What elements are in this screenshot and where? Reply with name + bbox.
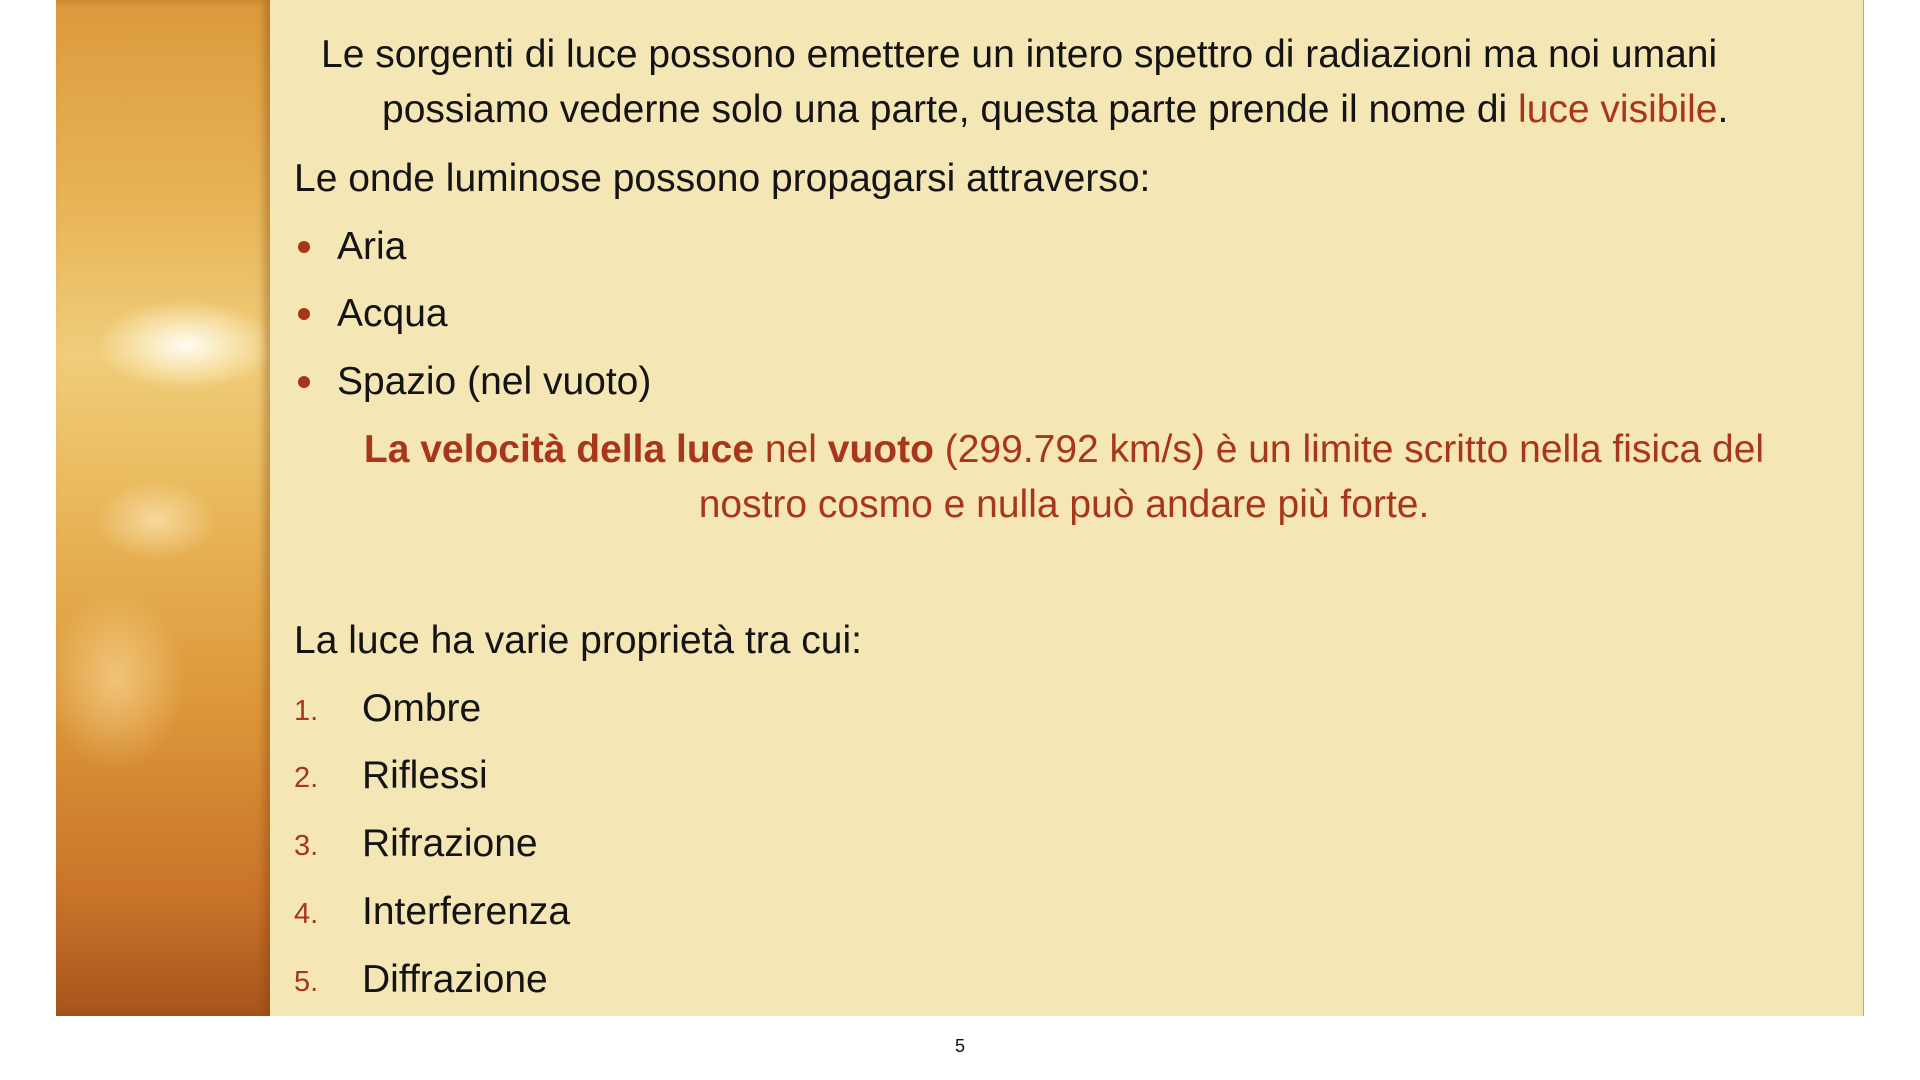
list-number: 3. (294, 830, 319, 862)
bullet-icon (298, 376, 310, 388)
property-item: Ombre (362, 687, 482, 730)
intro-line-2 (382, 82, 1728, 137)
property-item: Riflessi (362, 754, 488, 797)
media-item: Aria (337, 225, 407, 268)
properties-heading: La luce ha varie proprietà tra cui: (294, 619, 862, 662)
list-number: 5. (294, 966, 319, 998)
property-item: Rifrazione (362, 822, 538, 865)
intro-line-1: Le sorgenti di luce possono emettere un intero spettro di radiazioni ma noi umani (321, 33, 1718, 76)
light-bulb-image (56, 0, 270, 1016)
intro-line-2-text: possiamo vederne solo una parte, questa parte prende il nome di (382, 88, 1519, 131)
speed-bold-2: vuoto (827, 428, 934, 471)
list-number: 2. (294, 762, 319, 794)
visible-light-term: luce visibile (1518, 88, 1718, 131)
page-number: 5 (954, 1036, 965, 1056)
media-heading: Le onde luminose possono propagarsi attraverso: (294, 157, 1151, 200)
property-item: Diffrazione (362, 958, 548, 1001)
media-item: Acqua (337, 292, 448, 335)
speed-line-2: nostro cosmo e nulla può andare più forte. (698, 483, 1430, 526)
speed-line-1 (270, 422, 1858, 477)
property-item: Interferenza (362, 890, 571, 933)
speed-rest: (299.792 km/s) è un limite scritto nella fisica del (933, 428, 1765, 471)
media-item: Spazio (nel vuoto) (337, 360, 652, 403)
speed-mid: nel (754, 428, 828, 471)
intro-line-2-end: . (1717, 88, 1729, 131)
bullet-icon (298, 308, 310, 320)
list-number: 4. (294, 898, 319, 930)
speed-bold-1: La velocità della luce (363, 428, 755, 471)
bullet-icon (298, 241, 310, 253)
list-number: 1. (294, 695, 319, 727)
